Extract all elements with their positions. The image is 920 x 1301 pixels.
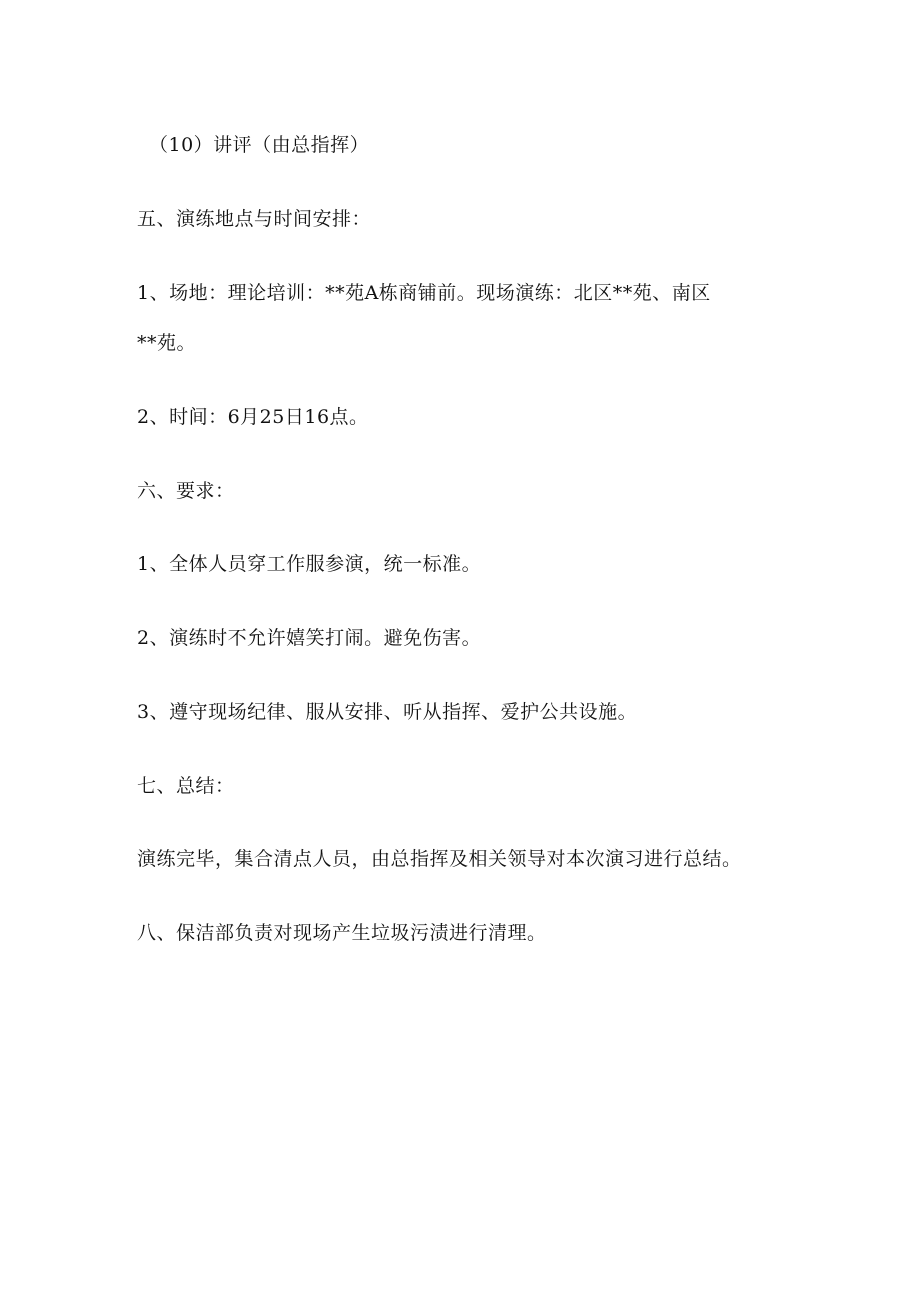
- section-8-text: 八、保洁部负责对现场产生垃圾污渍进行清理。: [137, 922, 547, 944]
- requirement-1: 1、全体人员穿工作服参演，统一标准。: [137, 553, 482, 575]
- item-venue-continued: **苑。: [137, 332, 197, 354]
- summary-text: 演练完毕，集合清点人员，由总指挥及相关领导对本次演习进行总结。: [137, 848, 742, 870]
- item-time: 2、时间：6月25日16点。: [137, 406, 369, 428]
- requirement-3: 3、遵守现场纪律、服从安排、听从指挥、爱护公共设施。: [137, 701, 638, 723]
- section-5-heading: 五、演练地点与时间安排：: [137, 208, 372, 230]
- requirement-2: 2、演练时不允许嬉笑打闹。避免伤害。: [137, 627, 482, 649]
- item-venue: 1、场地：理论培训：**苑A栋商铺前。现场演练：北区**苑、南区: [137, 282, 711, 304]
- section-6-heading: 六、要求：: [137, 480, 235, 502]
- section-7-heading: 七、总结：: [137, 775, 235, 797]
- item-10-review: （10）讲评（由总指挥）: [149, 134, 370, 156]
